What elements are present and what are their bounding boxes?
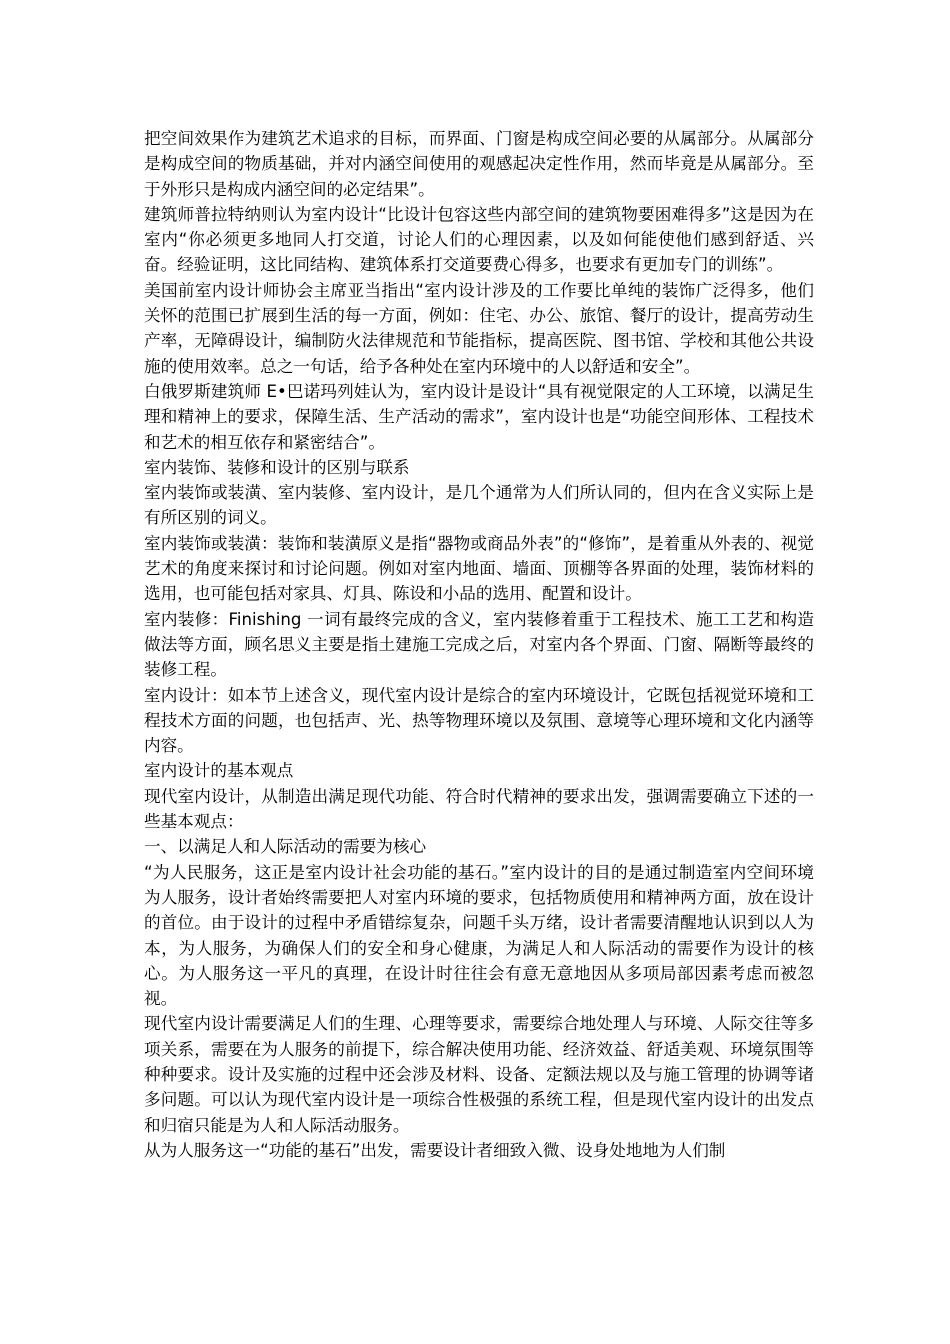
paragraph-2: 建筑师普拉特纳则认为室内设计“比设计包容这些内部空间的建筑物要困难得多”这是因为在室内“你必须更多地同人打交道，讨论人们的心理因素，以及如何能使他们感到舒适、兴奋。经验证明，这比同结构、建筑体系打交道要费心得多，也要求有更加专门的训练”。 (144, 204, 814, 275)
paragraph-15: 从为人服务这一“功能的基石”出发，需要设计者细致入微、设身处地地为人们制 (144, 1140, 726, 1160)
paragraph-13: “为人民服务，这正是室内设计社会功能的基石。”室内设计的目的是通过制造室内空间环境为人服务，设计者始终需要把人对室内环境的要求，包括物质使用和精神两方面，放在设计的首位。由于设计的过程中矛盾错综复杂，问题千头万绪，设计者需要清醒地认识到以人为本，为人服务，为确保人们的安全和身心健康，为满足人和人际活动的需要作为设计的核心。为人服务这一平凡的真理，在设计时往往会有意无意地因从多项局部因素考虑而被忽视。 (144, 862, 814, 1009)
paragraph-3: 美国前室内设计师协会主席亚当指出“室内设计涉及的工作要比单纯的装饰广泛得多，他们关怀的范围已扩展到生活的每一方面，例如：住宅、办公、旅馆、餐厅的设计，提高劳动生产率，无障碍设计，编制防火法律规范和节能指标，提高医院、图书馆、学校和其他公共设施的使用效率。总之一句话，给予各种处在室内环境中的人以舒适和安全”。 (144, 280, 814, 376)
paragraph-design: 室内设计：如本节上述含义，现代室内设计是综合的室内环境设计，它既包括视觉环境和工程技术方面的问题，也包括声、光、热等物理环境以及氛围、意境等心理环境和文化内涵等内容。 (144, 685, 814, 756)
document-body (144, 126, 814, 1163)
subheading-people-core: 一、以满足人和人际活动的需要为核心 (144, 837, 427, 857)
paragraph-decoration: 室内装饰或装潢：装饰和装潢原义是指“器物或商品外表”的“修饰”，是着重从外表的、视觉艺术的角度来探讨和讨论问题。例如对室内地面、墙面、顶棚等各界面的处理，装饰材料的选用，也可能包括对家具、灯具、陈设和小品的选用、配置和设计。 (144, 533, 814, 604)
paragraph-6: 室内装饰或装潢、室内装修、室内设计，是几个通常为人们所认同的，但内在含义实际上是有所区别的词义。 (144, 483, 814, 528)
paragraph-finishing: 室内装修：Finishing 一词有最终完成的含义，室内装修着重于工程技术、施工工艺和构造做法等方面，顾名思义主要是指土建施工完成之后，对室内各个界面、门窗、隔断等最终的装修工程。 (144, 609, 814, 680)
paragraph-11: 现代室内设计，从制造出满足现代功能、符合时代精神的要求出发，强调需要确立下述的一些基本观点： (144, 786, 814, 832)
paragraph-4: 白俄罗斯建筑师 E•巴诺玛列娃认为，室内设计是设计“具有视觉限定的人工环境，以满足生理和精神上的要求，保障生活、生产活动的需求”，室内设计也是“功能空间形体、工程技术和艺术的相互依存和紧密结合”。 (144, 381, 814, 452)
paragraph-14: 现代室内设计需要满足人们的生理、心理等要求，需要综合地处理人与环境、人际交往等多项关系，需要在为人服务的前提下，综合解决使用功能、经济效益、舒适美观、环境氛围等种种要求。设计及实施的过程中还会涉及材料、设备、定额法规以及与施工管理的协调等诸多问题。可以认为现代室内设计是一项综合性极强的系统工程，但是现代室内设计的出发点和归宿只能是为人和人际活动服务。 (144, 1014, 814, 1135)
section-heading-basic-views: 室内设计的基本观点 (144, 761, 294, 781)
section-heading-distinction: 室内装饰、装修和设计的区别与联系 (144, 457, 410, 477)
paragraph-1: 把空间效果作为建筑艺术追求的目标，而界面、门窗是构成空间必要的从属部分。从属部分是构成空间的物质基础，并对内涵空间使用的观感起决定性作用，然而毕竟是从属部分。至于外形只是构成内涵空间的必定结果”。 (144, 129, 814, 199)
